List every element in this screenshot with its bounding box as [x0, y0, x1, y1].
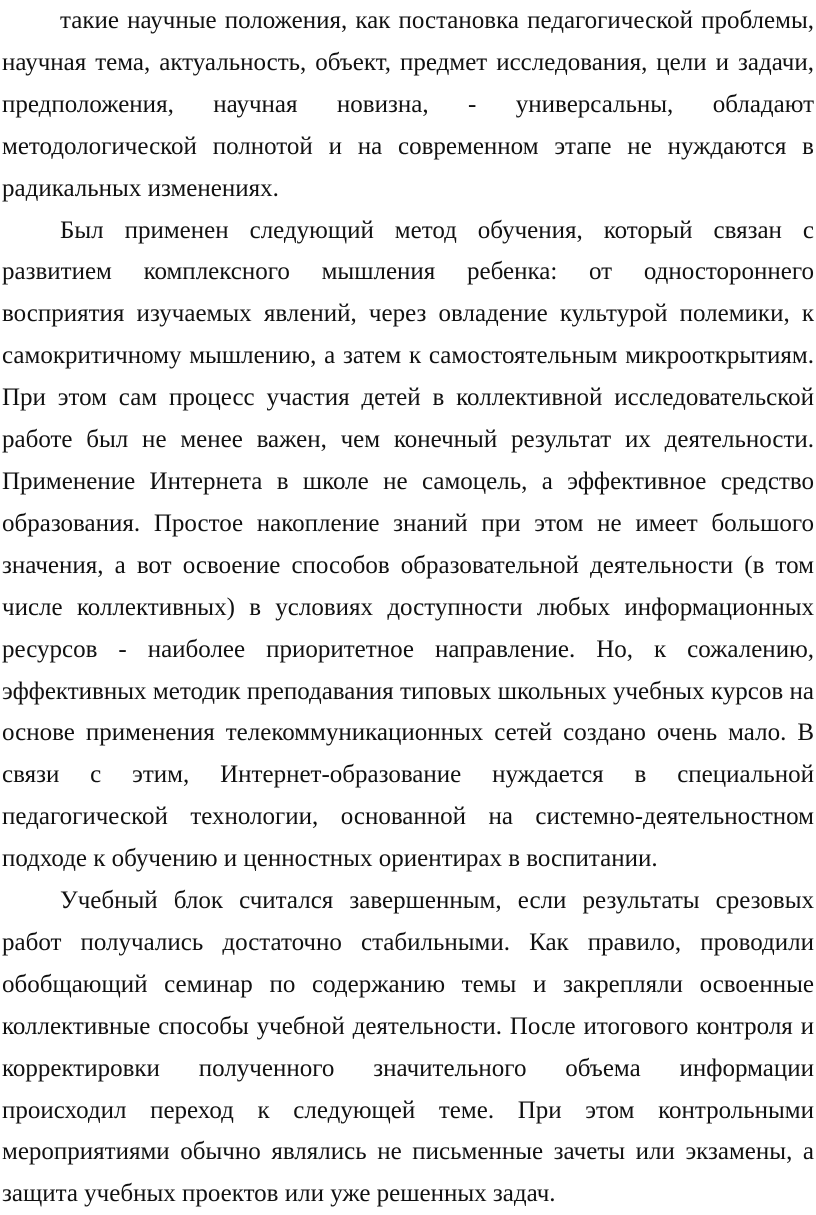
paragraph-learning-block: Учебный блок считался завершенным, если результаты срезовых работ получались достаточно стабильными. Как правило, проводили обобщающий семинар по содержанию темы и закрепляли освоенные коллективные способы учебной деятельности. После итогового контроля и корректировки полученного значительного объема информации происходил переход к следующей теме. При этом контрольными мероприятиями обычно являлись не письменные зачеты или экзамены, а защита учебных проектов или уже решенных задач.: [2, 887, 814, 1208]
paragraph-teaching-method: Был применен следующий метод обучения, который связан с развитием комплексного мышления ребенка: от одностороннего восприятия изучаемых явлений, через овладение культурой полемики, к самокритичному мышлению, а затем к самостоятельным микрооткрытиям. При этом сам процесс участия детей в коллективной исследовательской работе был не менее важен, чем конечный результат их деятельности. Применение Интернета в школе не самоцель, а эффективное средство образования. Простое накопление знаний при этом не имеет большого значения, а вот освоение способов образовательной деятельности (в том числе коллективных) в условиях доступности любых информационных ресурсов - наиболее приоритетное направление. Но, к сожалению, эффективных методик преподавания типовых школьных учебных курсов на основе применения телекоммуникационных сетей создано очень мало. В связи с этим, Интернет-образование нуждается в специальной педагогической технологии, основанной на системно-деятельностном подходе к обучению и ценностных ориентирах в воспитании.: [2, 216, 814, 873]
paragraph-continuation: такие научные положения, как постановка педагогической проблемы, научная тема, актуальность, объект, предмет исследования, цели и задачи, предположения, научная новизна, - универсальны, обладают методологической полнотой и на современном этапе не нуждаются в радикальных изменениях.: [2, 7, 814, 202]
document-body: [2, 0, 814, 1215]
